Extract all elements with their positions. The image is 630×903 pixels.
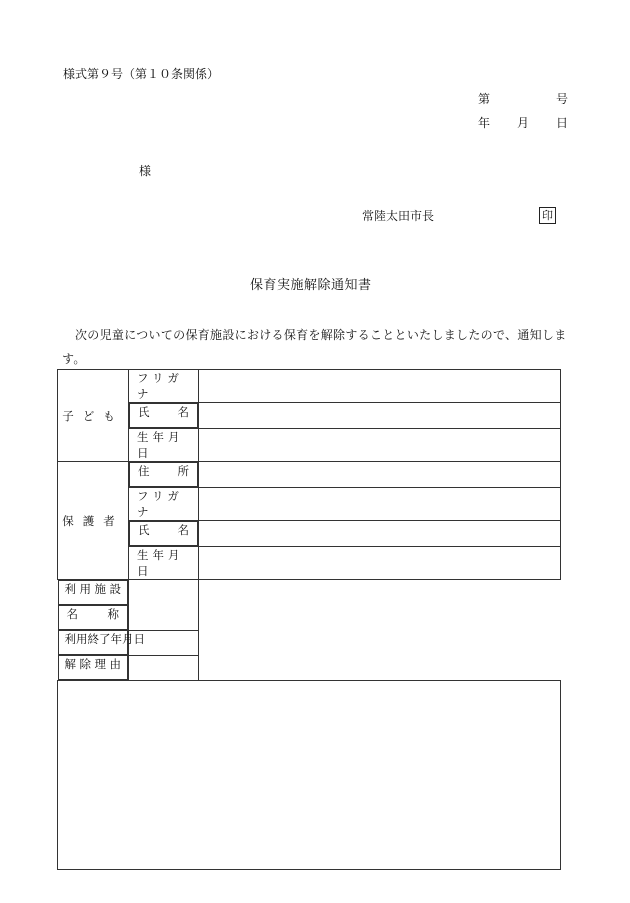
table-row bbox=[58, 429, 561, 462]
row-label bbox=[129, 403, 198, 428]
label-char: 施 bbox=[94, 582, 106, 596]
value-cell[interactable] bbox=[199, 488, 561, 521]
label-char: 終 bbox=[87, 632, 99, 646]
label-char: 利 bbox=[64, 582, 76, 596]
issuer-name: 常陸太田市長 bbox=[362, 209, 435, 223]
table-row bbox=[58, 521, 561, 547]
value-cell[interactable] bbox=[129, 580, 199, 631]
label-char: 除 bbox=[79, 657, 91, 671]
document-number-prefix: 第 bbox=[478, 92, 491, 106]
row-label: 生年月日 bbox=[129, 547, 199, 580]
date-month: 月 bbox=[517, 116, 530, 130]
table-row bbox=[58, 462, 561, 488]
table-row bbox=[58, 488, 561, 521]
group-label-child: 子ども bbox=[58, 370, 129, 462]
label-char: 名 bbox=[66, 607, 78, 621]
value-cell[interactable] bbox=[199, 403, 561, 429]
value-cell[interactable] bbox=[199, 370, 561, 403]
label-char: 氏 bbox=[138, 523, 150, 537]
row-label bbox=[129, 462, 198, 487]
label-char: 名 bbox=[177, 405, 189, 419]
document-title: 保育実施解除通知書 bbox=[250, 278, 372, 293]
label-char: 年 bbox=[110, 632, 122, 646]
table-row bbox=[58, 547, 561, 580]
value-cell[interactable] bbox=[199, 521, 561, 547]
label-char: 用 bbox=[79, 582, 91, 596]
label-char: 用 bbox=[76, 632, 88, 646]
form-number: 様式第９号（第１０条関係） bbox=[63, 67, 220, 81]
group-label-guardian: 保護者 bbox=[58, 462, 129, 580]
table-row bbox=[58, 580, 561, 631]
label-char: 設 bbox=[109, 582, 121, 596]
value-cell[interactable] bbox=[129, 655, 199, 681]
label-char: 利 bbox=[64, 632, 76, 646]
label-char: 由 bbox=[109, 657, 121, 671]
reason-label bbox=[58, 655, 129, 680]
recipient-honorific: 様 bbox=[139, 164, 152, 178]
label-char: 氏 bbox=[138, 405, 150, 419]
seal-mark: 印 bbox=[539, 207, 556, 224]
end-date-label bbox=[58, 630, 145, 655]
label-char: 称 bbox=[107, 607, 119, 621]
row-label bbox=[129, 521, 198, 546]
label-char: 名 bbox=[177, 523, 189, 537]
notice-table bbox=[57, 369, 561, 870]
table-row bbox=[58, 655, 561, 681]
row-label: フリガナ bbox=[129, 488, 199, 521]
label-char: 解 bbox=[64, 657, 76, 671]
label-char: 理 bbox=[94, 657, 106, 671]
group-label-facility bbox=[58, 580, 129, 605]
label-char: 了 bbox=[99, 632, 111, 646]
table-row bbox=[58, 681, 561, 870]
value-cell[interactable] bbox=[199, 462, 561, 488]
body-text: 次の児童についての保育施設における保育を解除することといたしましたので、通知します。 bbox=[62, 328, 567, 366]
label-char: 日 bbox=[133, 632, 145, 646]
value-cell[interactable] bbox=[199, 429, 561, 462]
date-year: 年 bbox=[478, 116, 491, 130]
row-label bbox=[58, 605, 129, 630]
date-day: 日 bbox=[556, 116, 569, 130]
row-label: フリガナ bbox=[129, 370, 199, 403]
value-cell[interactable] bbox=[199, 547, 561, 580]
table-row bbox=[58, 370, 561, 403]
table-row bbox=[58, 403, 561, 429]
document-number-suffix: 号 bbox=[556, 92, 569, 106]
label-char: 住 bbox=[138, 464, 150, 478]
table-row bbox=[58, 630, 561, 655]
reason-text-area[interactable] bbox=[58, 681, 561, 870]
label-char: 所 bbox=[177, 464, 189, 478]
label-char: 月 bbox=[122, 632, 134, 646]
row-label: 生年月日 bbox=[129, 429, 199, 462]
